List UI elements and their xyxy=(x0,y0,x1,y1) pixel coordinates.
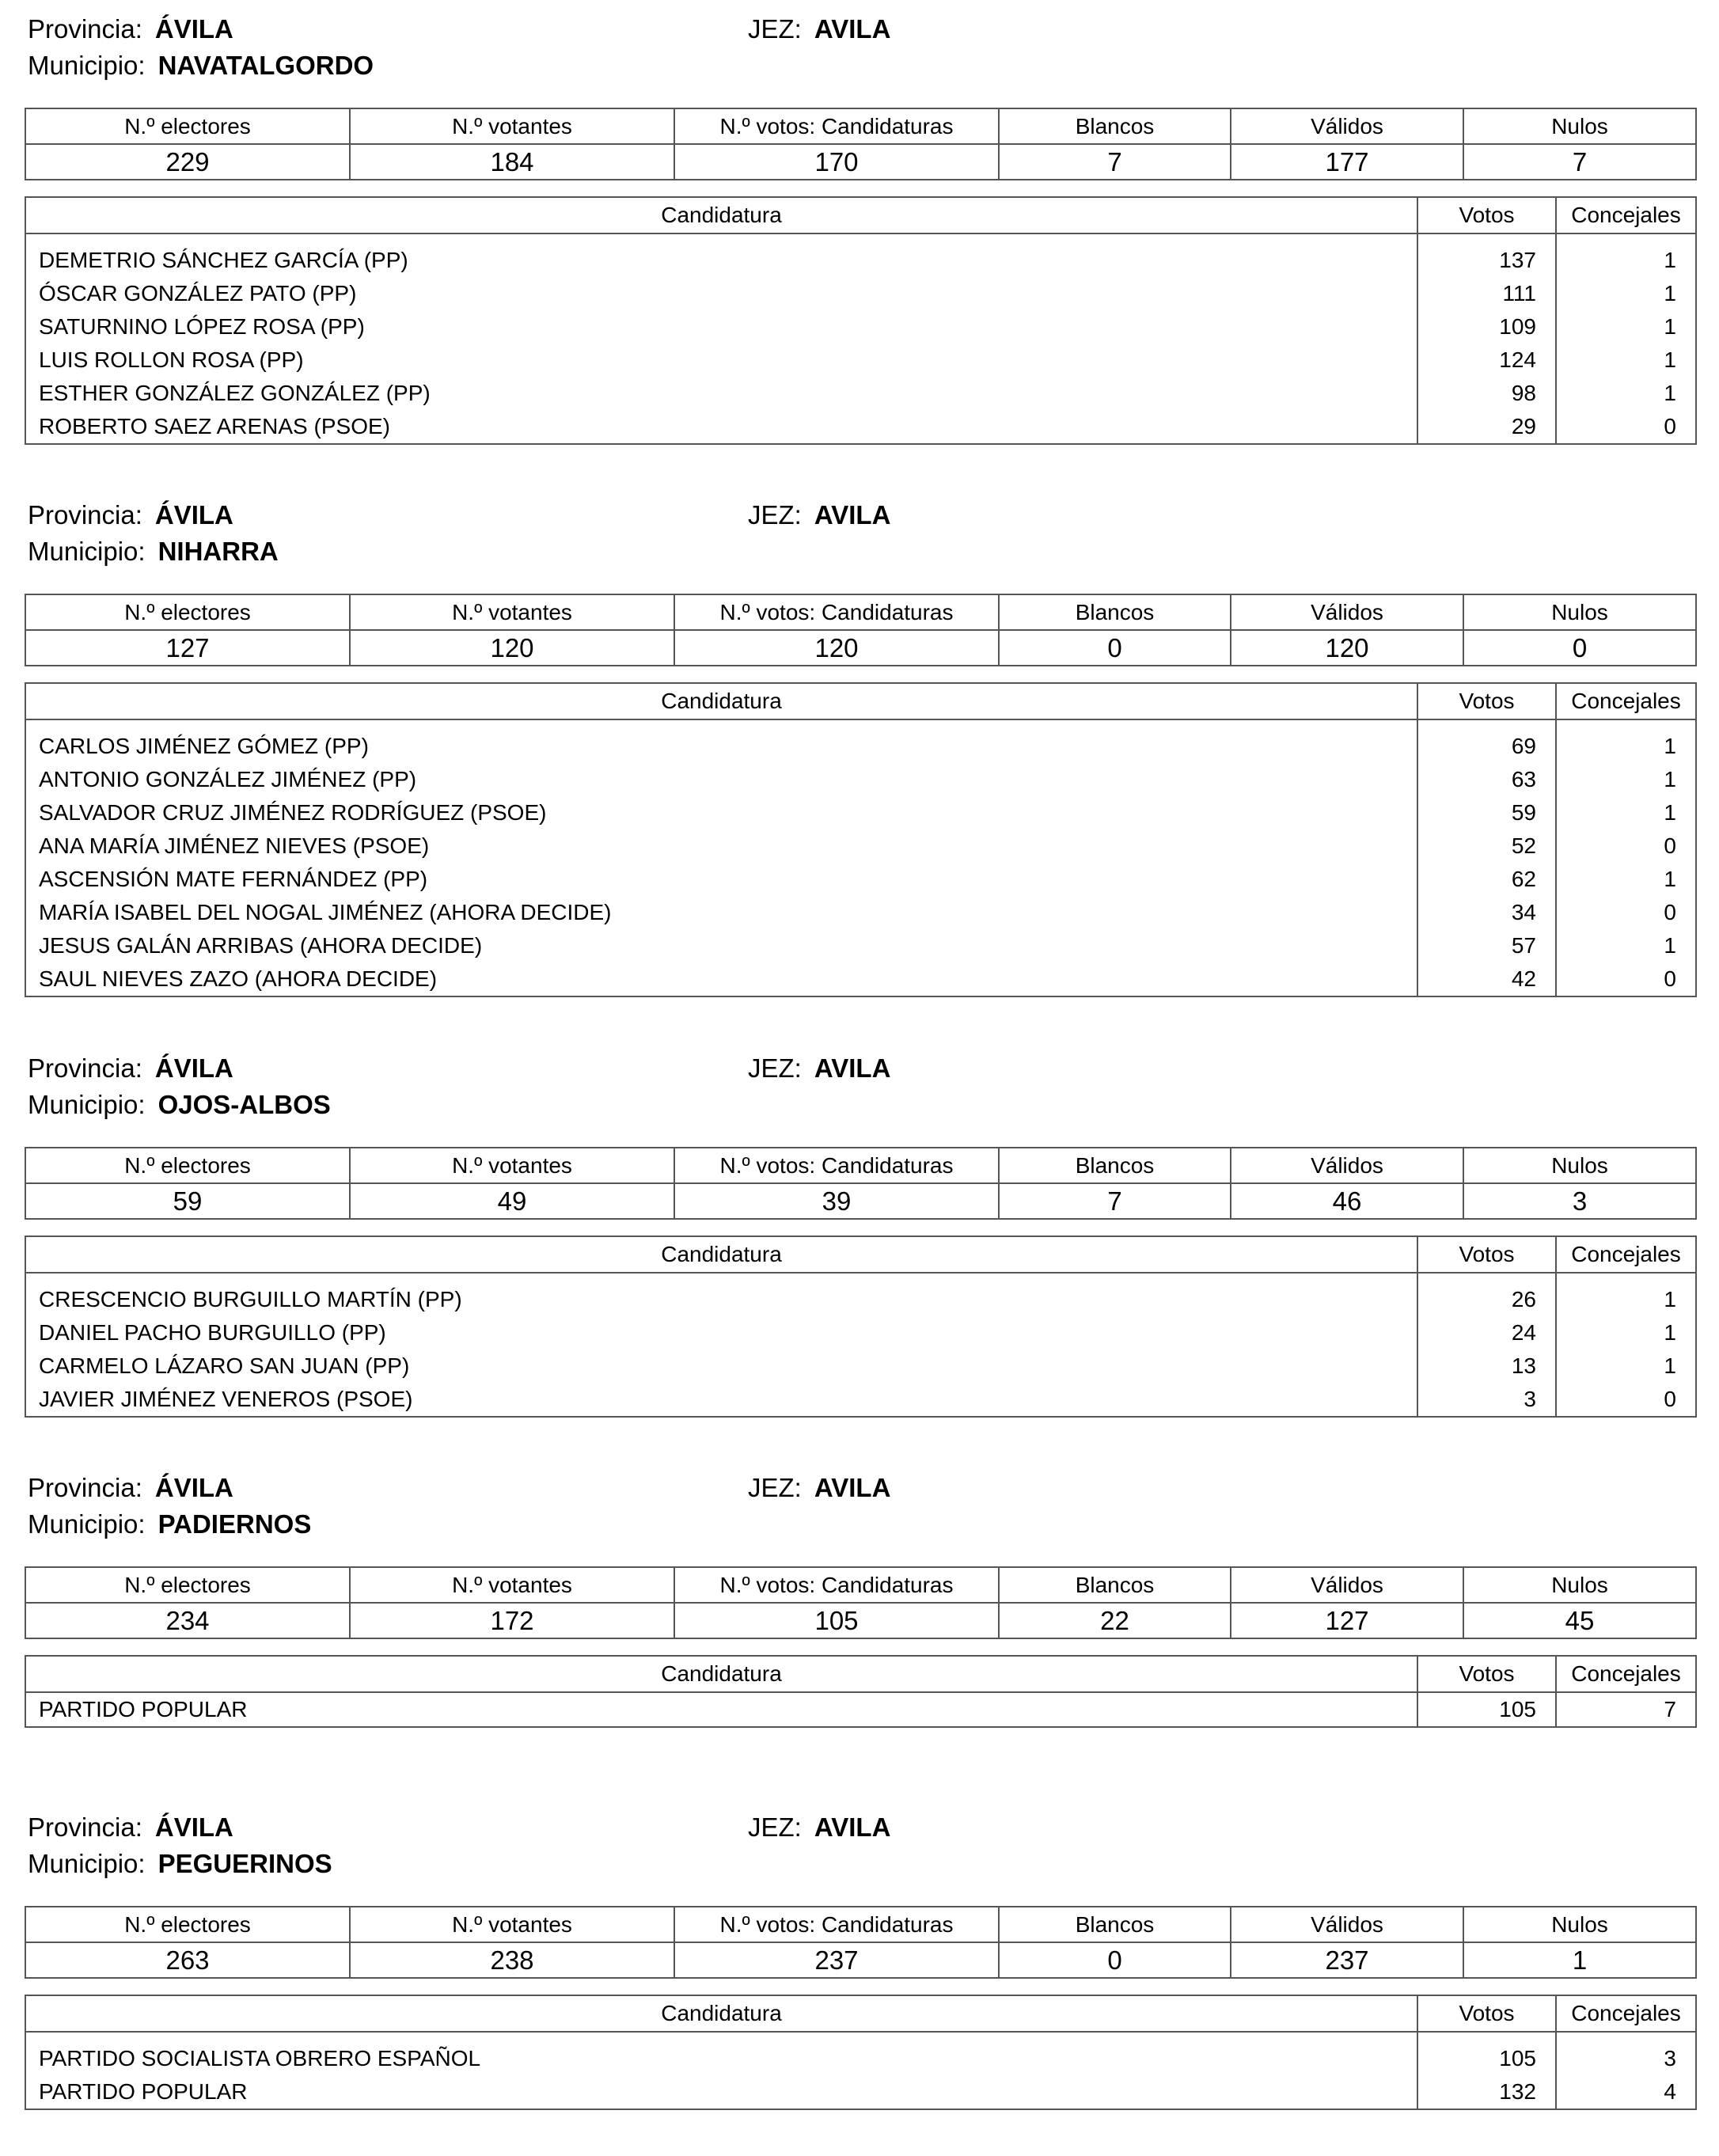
jez-value: AVILA xyxy=(814,1473,891,1502)
stats-value-row xyxy=(25,1183,1696,1219)
candidatura-concejales: 0 xyxy=(1556,896,1696,929)
municipio-label: Municipio: xyxy=(28,1090,146,1119)
stats-value-votantes: 238 xyxy=(350,1942,674,1978)
stats-value-blancos: 22 xyxy=(999,1603,1231,1638)
candidatura-row xyxy=(25,730,1696,763)
stats-header-blancos: Blancos xyxy=(999,1907,1231,1942)
candidatura-votos: 57 xyxy=(1417,929,1556,962)
candidatura-name: ANA MARÍA JIMÉNEZ NIEVES (PSOE) xyxy=(39,833,430,858)
candidatura-votos: 137 xyxy=(1417,244,1556,277)
provincia-value: ÁVILA xyxy=(154,1053,233,1083)
stats-header-row xyxy=(25,1148,1696,1183)
candidatura-name: MARÍA ISABEL DEL NOGAL JIMÉNEZ (AHORA DECIDE) xyxy=(39,900,612,924)
candidatura-concejales: 0 xyxy=(1556,1383,1696,1417)
candidatura-name: ÓSCAR GONZÁLEZ PATO (PP) xyxy=(39,281,357,306)
candidatura-name: PARTIDO SOCIALISTA OBRERO ESPAÑOL xyxy=(39,2046,481,2071)
candidatura-concejales: 0 xyxy=(1556,829,1696,863)
stats-value-validos: 237 xyxy=(1231,1942,1463,1978)
jez-line xyxy=(748,1814,890,1840)
candidatura-row xyxy=(25,1692,1696,1727)
candidatura-concejales: 1 xyxy=(1556,377,1696,410)
jez-label: JEZ: xyxy=(748,14,802,44)
stats-header-electores: N.º electores xyxy=(25,594,350,630)
candidatura-row xyxy=(25,829,1696,863)
candidatura-votos: 105 xyxy=(1417,1692,1556,1727)
candidatura-row xyxy=(25,310,1696,344)
provincia-label: Provincia: xyxy=(28,1473,142,1502)
stats-table xyxy=(25,1566,1697,1639)
candidatura-votos: 13 xyxy=(1417,1349,1556,1383)
candidatura-row xyxy=(25,277,1696,310)
candidatura-name: CARMELO LÁZARO SAN JUAN (PP) xyxy=(39,1353,410,1378)
stats-header-electores: N.º electores xyxy=(25,1567,350,1603)
candidatura-votos: 98 xyxy=(1417,377,1556,410)
candidatura-name: SATURNINO LÓPEZ ROSA (PP) xyxy=(39,314,365,339)
concejales-header: Concejales xyxy=(1556,1995,1696,2032)
candidatura-concejales: 0 xyxy=(1556,962,1696,996)
stats-header-votantes: N.º votantes xyxy=(350,1148,674,1183)
concejales-header: Concejales xyxy=(1556,1656,1696,1692)
concejales-header: Concejales xyxy=(1556,1236,1696,1273)
stats-value-row xyxy=(25,630,1696,666)
provincia-label: Provincia: xyxy=(28,1053,142,1083)
candidaturas-table xyxy=(25,1655,1697,1728)
municipio-label: Municipio: xyxy=(28,51,146,80)
candidatura-name: JAVIER JIMÉNEZ VENEROS (PSOE) xyxy=(39,1387,413,1411)
candidatura-row xyxy=(25,244,1696,277)
stats-header-votantes: N.º votantes xyxy=(350,108,674,144)
candidatura-header: Candidatura xyxy=(25,1236,1417,1273)
candidatura-name: LUIS ROLLON ROSA (PP) xyxy=(39,347,304,372)
stats-value-validos: 127 xyxy=(1231,1603,1463,1638)
candidatura-votos: 63 xyxy=(1417,763,1556,796)
candidatura-name: PARTIDO POPULAR xyxy=(39,2079,248,2104)
jez-label: JEZ: xyxy=(748,1473,802,1502)
candidatura-name: DANIEL PACHO BURGUILLO (PP) xyxy=(39,1320,386,1345)
candidatura-votos: 132 xyxy=(1417,2075,1556,2109)
municipio-line xyxy=(28,1511,311,1537)
stats-value-votos-candidaturas: 120 xyxy=(674,630,999,666)
stats-header-votos-candidaturas: N.º votos: Candidaturas xyxy=(674,108,999,144)
candidatura-name: ROBERTO SAEZ ARENAS (PSOE) xyxy=(39,414,390,438)
stats-value-nulos: 7 xyxy=(1463,144,1696,180)
stats-header-votantes: N.º votantes xyxy=(350,594,674,630)
candidatura-row xyxy=(25,1349,1696,1383)
spacer-row xyxy=(25,719,1696,730)
candidatura-concejales: 1 xyxy=(1556,1283,1696,1316)
jez-value: AVILA xyxy=(814,14,891,44)
candidatura-votos: 42 xyxy=(1417,962,1556,996)
stats-header-validos: Válidos xyxy=(1231,594,1463,630)
votos-header: Votos xyxy=(1417,1656,1556,1692)
candidatura-name: PARTIDO POPULAR xyxy=(39,1697,248,1721)
stats-header-row xyxy=(25,1907,1696,1942)
candidatura-name: DEMETRIO SÁNCHEZ GARCÍA (PP) xyxy=(39,248,408,272)
municipio-label: Municipio: xyxy=(28,537,146,566)
candidatura-concejales: 1 xyxy=(1556,310,1696,344)
stats-value-nulos: 45 xyxy=(1463,1603,1696,1638)
stats-value-blancos: 7 xyxy=(999,144,1231,180)
candidatura-concejales: 1 xyxy=(1556,244,1696,277)
stats-header-electores: N.º electores xyxy=(25,108,350,144)
provincia-line xyxy=(28,16,233,42)
stats-table xyxy=(25,1147,1697,1220)
municipio-line xyxy=(28,1091,331,1118)
provincia-line xyxy=(28,502,233,528)
candidatura-row xyxy=(25,1383,1696,1417)
concejales-header: Concejales xyxy=(1556,683,1696,719)
candidatura-row xyxy=(25,1283,1696,1316)
municipio-value: PEGUERINOS xyxy=(157,1849,332,1878)
candidaturas-header-row xyxy=(25,1995,1696,2032)
stats-header-row xyxy=(25,108,1696,144)
candidatura-concejales: 1 xyxy=(1556,730,1696,763)
stats-header-validos: Válidos xyxy=(1231,1907,1463,1942)
candidaturas-table xyxy=(25,196,1697,445)
stats-value-validos: 177 xyxy=(1231,144,1463,180)
candidatura-concejales: 1 xyxy=(1556,796,1696,829)
stats-value-votos-candidaturas: 170 xyxy=(674,144,999,180)
provincia-label: Provincia: xyxy=(28,1812,142,1842)
spacer-row xyxy=(25,233,1696,244)
stats-value-electores: 234 xyxy=(25,1603,350,1638)
municipio-value: NAVATALGORDO xyxy=(157,51,374,80)
municipio-value: NIHARRA xyxy=(157,537,279,566)
candidatura-votos: 52 xyxy=(1417,829,1556,863)
candidatura-votos: 124 xyxy=(1417,344,1556,377)
candidatura-votos: 34 xyxy=(1417,896,1556,929)
stats-value-row xyxy=(25,1942,1696,1978)
candidaturas-table xyxy=(25,682,1697,997)
stats-header-electores: N.º electores xyxy=(25,1148,350,1183)
provincia-line xyxy=(28,1475,233,1501)
candidatura-votos: 111 xyxy=(1417,277,1556,310)
stats-value-electores: 229 xyxy=(25,144,350,180)
candidaturas-table xyxy=(25,1236,1697,1418)
candidatura-concejales: 1 xyxy=(1556,344,1696,377)
provincia-line xyxy=(28,1814,233,1840)
provincia-value: ÁVILA xyxy=(154,14,233,44)
stats-header-votantes: N.º votantes xyxy=(350,1907,674,1942)
votos-header: Votos xyxy=(1417,1995,1556,2032)
stats-header-votos-candidaturas: N.º votos: Candidaturas xyxy=(674,594,999,630)
candidaturas-header-row xyxy=(25,1656,1696,1692)
municipio-line xyxy=(28,1850,332,1877)
candidaturas-table xyxy=(25,1995,1697,2110)
votos-header: Votos xyxy=(1417,1236,1556,1273)
candidatura-votos: 26 xyxy=(1417,1283,1556,1316)
stats-header-votantes: N.º votantes xyxy=(350,1567,674,1603)
stats-value-votantes: 184 xyxy=(350,144,674,180)
stats-value-nulos: 3 xyxy=(1463,1183,1696,1219)
stats-header-row xyxy=(25,1567,1696,1603)
candidatura-name: ASCENSIÓN MATE FERNÁNDEZ (PP) xyxy=(39,867,428,891)
municipio-value: OJOS-ALBOS xyxy=(157,1090,331,1119)
candidatura-concejales: 1 xyxy=(1556,763,1696,796)
provincia-value: ÁVILA xyxy=(154,1473,233,1502)
stats-value-validos: 120 xyxy=(1231,630,1463,666)
stats-value-votos-candidaturas: 39 xyxy=(674,1183,999,1219)
candidatura-concejales: 1 xyxy=(1556,929,1696,962)
candidatura-row xyxy=(25,2042,1696,2075)
stats-value-blancos: 0 xyxy=(999,630,1231,666)
candidatura-header: Candidatura xyxy=(25,1995,1417,2032)
stats-table xyxy=(25,1906,1697,1979)
candidatura-concejales: 1 xyxy=(1556,1349,1696,1383)
stats-value-votos-candidaturas: 105 xyxy=(674,1603,999,1638)
municipio-label: Municipio: xyxy=(28,1849,146,1878)
candidatura-header: Candidatura xyxy=(25,197,1417,233)
stats-value-row xyxy=(25,144,1696,180)
stats-value-electores: 127 xyxy=(25,630,350,666)
municipio-label: Municipio: xyxy=(28,1509,146,1539)
candidatura-concejales: 1 xyxy=(1556,277,1696,310)
candidatura-votos: 59 xyxy=(1417,796,1556,829)
provincia-value: ÁVILA xyxy=(154,1812,233,1842)
candidatura-votos: 105 xyxy=(1417,2042,1556,2075)
jez-value: AVILA xyxy=(814,500,891,530)
stats-table xyxy=(25,108,1697,180)
jez-line xyxy=(748,1055,890,1081)
jez-value: AVILA xyxy=(814,1053,891,1083)
spacer-row xyxy=(25,1273,1696,1283)
stats-header-electores: N.º electores xyxy=(25,1907,350,1942)
stats-header-blancos: Blancos xyxy=(999,108,1231,144)
jez-label: JEZ: xyxy=(748,1053,802,1083)
jez-line xyxy=(748,1475,890,1501)
candidatura-row xyxy=(25,896,1696,929)
candidatura-name: JESUS GALÁN ARRIBAS (AHORA DECIDE) xyxy=(39,933,483,958)
stats-value-blancos: 7 xyxy=(999,1183,1231,1219)
stats-header-nulos: Nulos xyxy=(1463,1567,1696,1603)
stats-table xyxy=(25,594,1697,666)
candidatura-concejales: 1 xyxy=(1556,1316,1696,1349)
stats-value-blancos: 0 xyxy=(999,1942,1231,1978)
provincia-label: Provincia: xyxy=(28,14,142,44)
jez-label: JEZ: xyxy=(748,1812,802,1842)
stats-header-nulos: Nulos xyxy=(1463,108,1696,144)
stats-header-validos: Válidos xyxy=(1231,1148,1463,1183)
stats-header-validos: Válidos xyxy=(1231,1567,1463,1603)
candidatura-votos: 109 xyxy=(1417,310,1556,344)
provincia-value: ÁVILA xyxy=(154,500,233,530)
candidaturas-header-row xyxy=(25,683,1696,719)
stats-value-row xyxy=(25,1603,1696,1638)
municipio-line xyxy=(28,52,374,78)
stats-value-nulos: 1 xyxy=(1463,1942,1696,1978)
candidatura-name: SAUL NIEVES ZAZO (AHORA DECIDE) xyxy=(39,966,438,991)
candidatura-row xyxy=(25,863,1696,896)
candidatura-name: CRESCENCIO BURGUILLO MARTÍN (PP) xyxy=(39,1287,462,1311)
stats-header-nulos: Nulos xyxy=(1463,1907,1696,1942)
jez-line xyxy=(748,16,890,42)
stats-header-blancos: Blancos xyxy=(999,1567,1231,1603)
stats-value-nulos: 0 xyxy=(1463,630,1696,666)
candidaturas-header-row xyxy=(25,197,1696,233)
candidatura-header: Candidatura xyxy=(25,1656,1417,1692)
candidatura-votos: 3 xyxy=(1417,1383,1556,1417)
municipio-line xyxy=(28,538,279,564)
stats-value-validos: 46 xyxy=(1231,1183,1463,1219)
spacer-row xyxy=(25,2032,1696,2042)
stats-header-votos-candidaturas: N.º votos: Candidaturas xyxy=(674,1148,999,1183)
candidatura-name: ESTHER GONZÁLEZ GONZÁLEZ (PP) xyxy=(39,381,431,405)
candidaturas-header-row xyxy=(25,1236,1696,1273)
candidatura-votos: 29 xyxy=(1417,410,1556,444)
votos-header: Votos xyxy=(1417,683,1556,719)
provincia-label: Provincia: xyxy=(28,500,142,530)
candidatura-row xyxy=(25,962,1696,996)
votos-header: Votos xyxy=(1417,197,1556,233)
stats-value-votantes: 49 xyxy=(350,1183,674,1219)
candidatura-concejales: 7 xyxy=(1556,1692,1696,1727)
candidatura-votos: 69 xyxy=(1417,730,1556,763)
candidatura-row xyxy=(25,929,1696,962)
stats-header-row xyxy=(25,594,1696,630)
provincia-line xyxy=(28,1055,233,1081)
candidatura-name: ANTONIO GONZÁLEZ JIMÉNEZ (PP) xyxy=(39,767,417,791)
candidatura-votos: 62 xyxy=(1417,863,1556,896)
candidatura-header: Candidatura xyxy=(25,683,1417,719)
candidatura-row xyxy=(25,2075,1696,2109)
candidatura-row xyxy=(25,763,1696,796)
jez-line xyxy=(748,502,890,528)
municipio-value: PADIERNOS xyxy=(157,1509,312,1539)
candidatura-concejales: 3 xyxy=(1556,2042,1696,2075)
candidatura-concejales: 0 xyxy=(1556,410,1696,444)
candidatura-name: CARLOS JIMÉNEZ GÓMEZ (PP) xyxy=(39,734,369,758)
stats-header-validos: Válidos xyxy=(1231,108,1463,144)
stats-header-blancos: Blancos xyxy=(999,1148,1231,1183)
stats-value-electores: 59 xyxy=(25,1183,350,1219)
candidatura-row xyxy=(25,410,1696,444)
candidatura-row xyxy=(25,377,1696,410)
jez-label: JEZ: xyxy=(748,500,802,530)
stats-header-blancos: Blancos xyxy=(999,594,1231,630)
candidatura-row xyxy=(25,344,1696,377)
candidatura-concejales: 1 xyxy=(1556,863,1696,896)
stats-value-votos-candidaturas: 237 xyxy=(674,1942,999,1978)
concejales-header: Concejales xyxy=(1556,197,1696,233)
stats-value-votantes: 120 xyxy=(350,630,674,666)
stats-header-votos-candidaturas: N.º votos: Candidaturas xyxy=(674,1907,999,1942)
jez-value: AVILA xyxy=(814,1812,891,1842)
stats-header-nulos: Nulos xyxy=(1463,1148,1696,1183)
stats-header-votos-candidaturas: N.º votos: Candidaturas xyxy=(674,1567,999,1603)
candidatura-row xyxy=(25,1316,1696,1349)
candidatura-row xyxy=(25,796,1696,829)
candidatura-votos: 24 xyxy=(1417,1316,1556,1349)
candidatura-concejales: 4 xyxy=(1556,2075,1696,2109)
stats-value-votantes: 172 xyxy=(350,1603,674,1638)
stats-header-nulos: Nulos xyxy=(1463,594,1696,630)
candidatura-name: SALVADOR CRUZ JIMÉNEZ RODRÍGUEZ (PSOE) xyxy=(39,800,547,825)
stats-value-electores: 263 xyxy=(25,1942,350,1978)
